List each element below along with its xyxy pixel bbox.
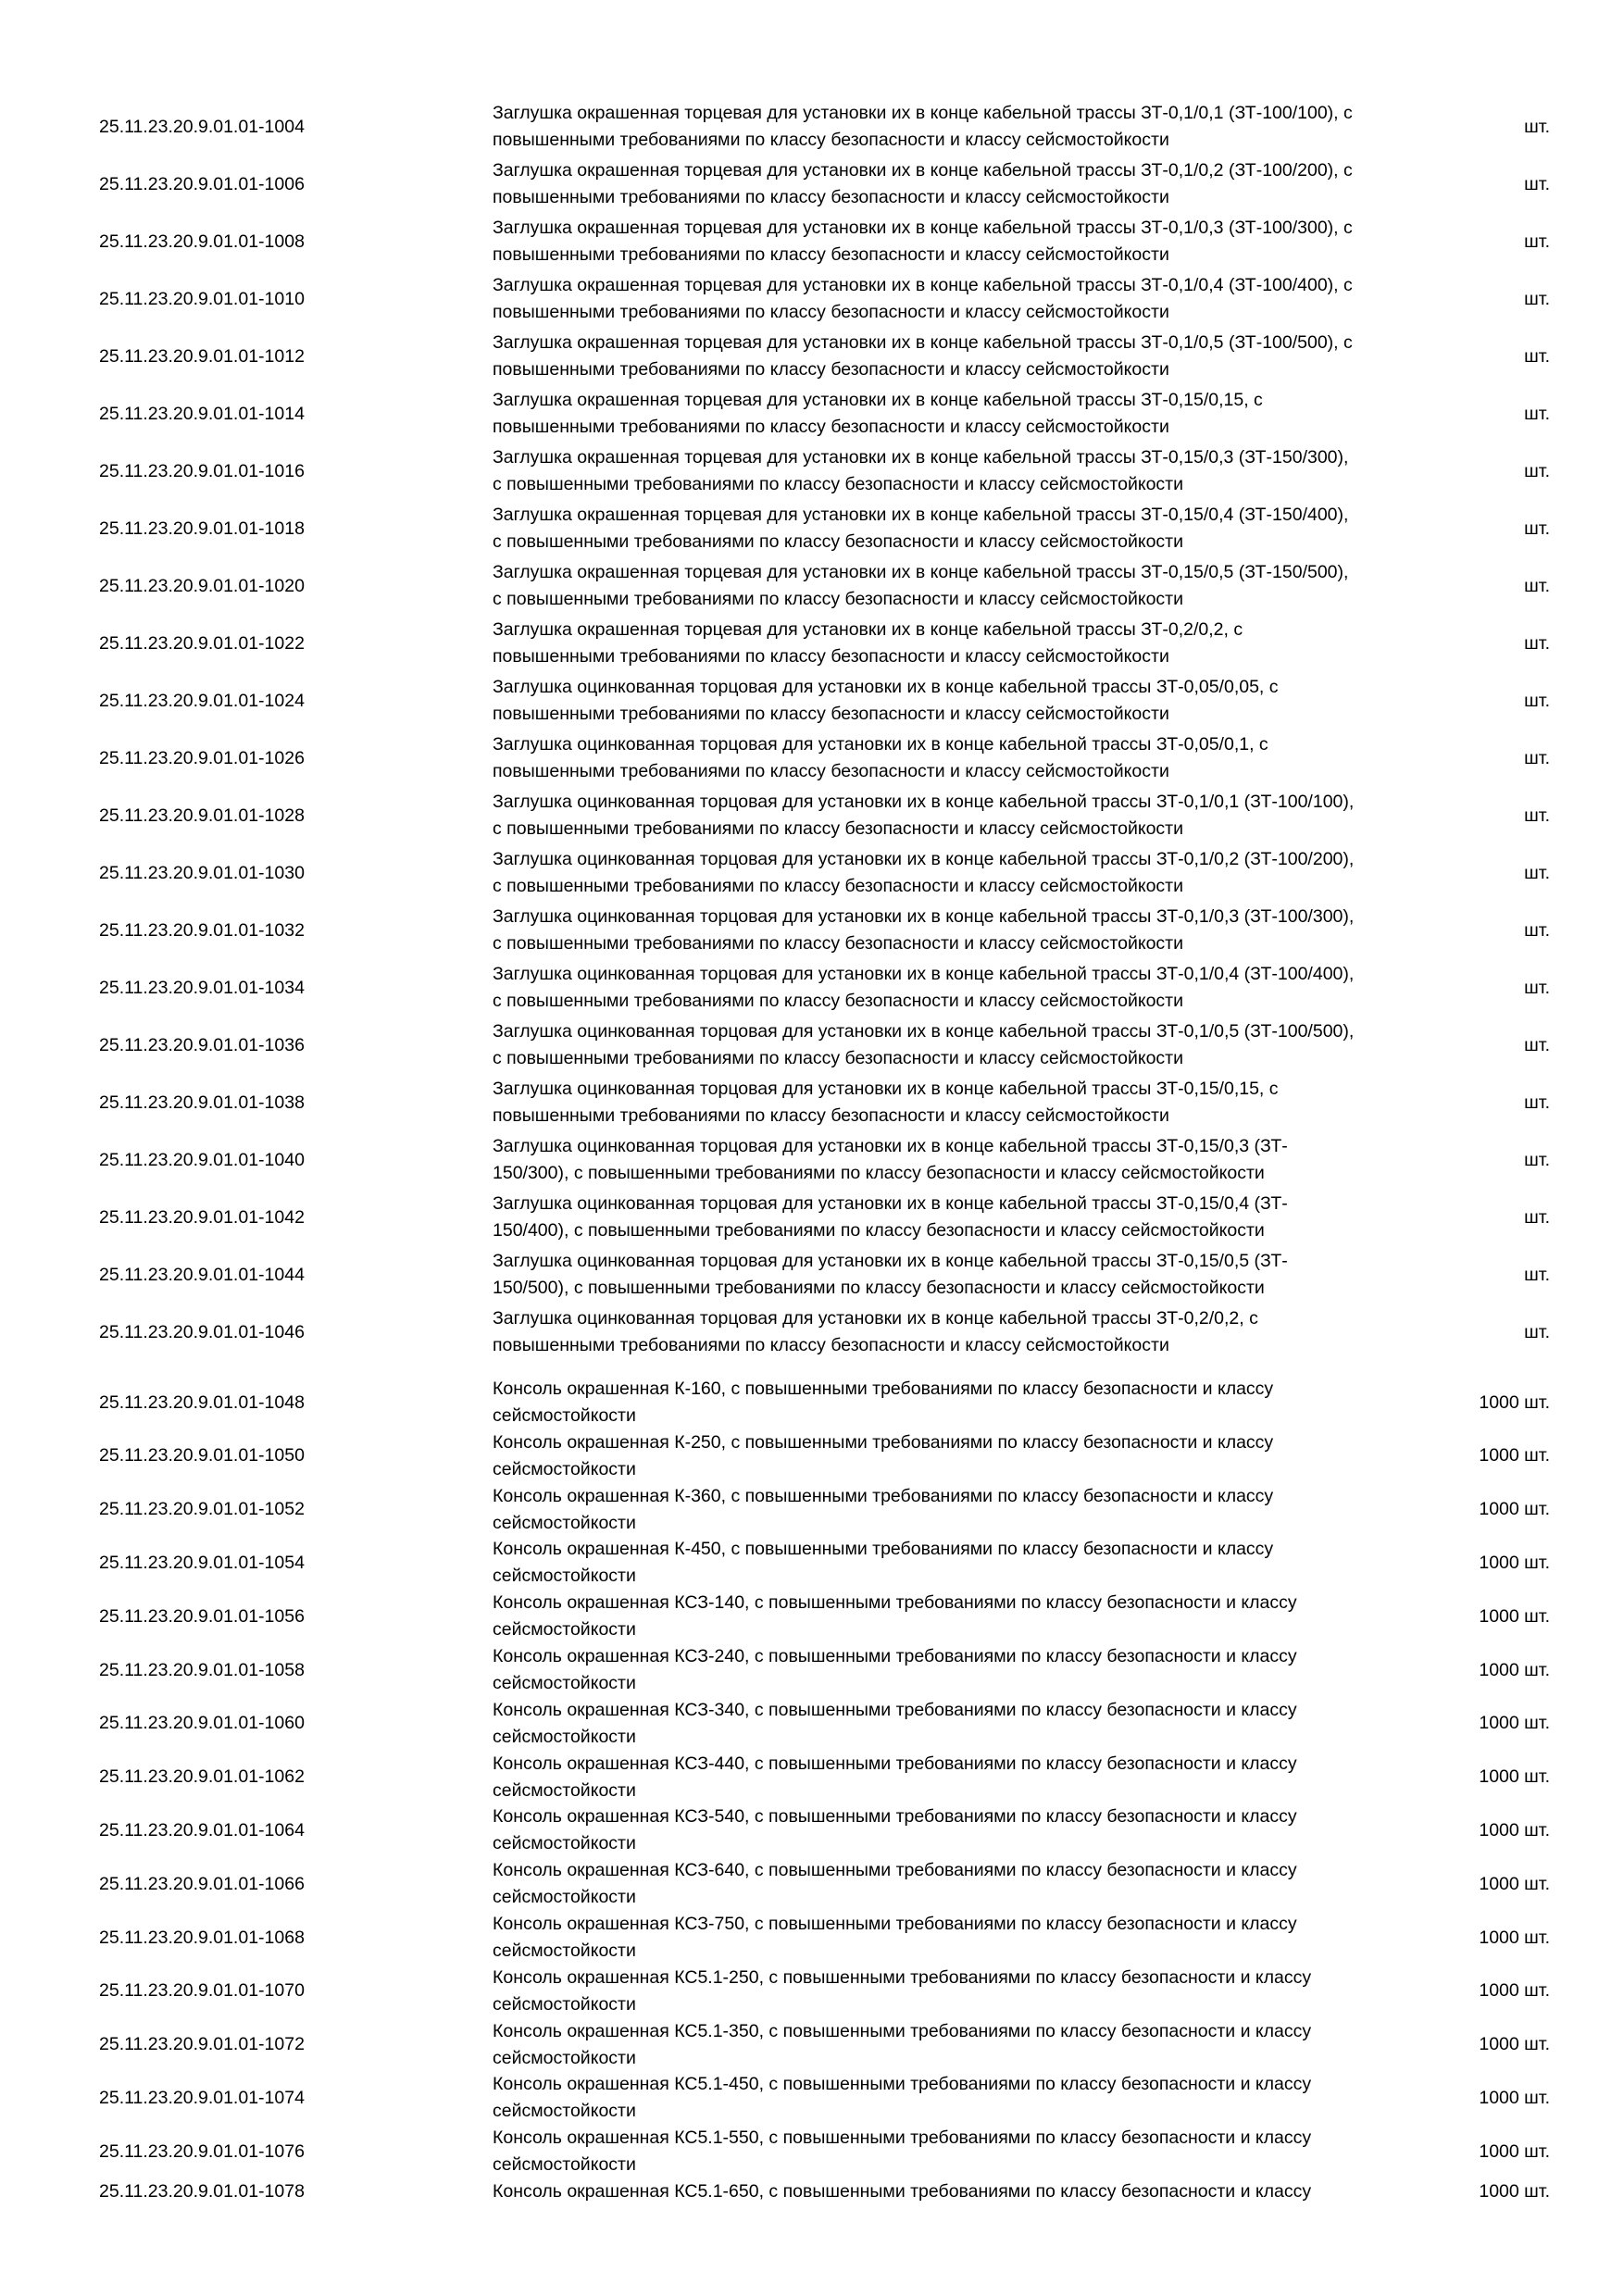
item-description-line: Консоль окрашенная К-250, с повышенными требованиями по классу безопасности и классу (493, 1431, 1274, 1453)
item-unit: 1000 шт. (1479, 1819, 1550, 1841)
item-code: 25.11.23.20.9.01.01-1070 (99, 1980, 305, 2002)
item-code: 25.11.23.20.9.01.01-1054 (99, 1552, 305, 1573)
item-description-line: Заглушка окрашенная торцевая для установки их в конце кабельной трассы ЗТ-0,15/0,15, с (493, 390, 1263, 410)
item-description-line: Заглушка окрашенная торцевая для установки их в конце кабельной трассы ЗТ-0,1/0,5 (ЗТ-100/500), с (493, 332, 1353, 353)
item-unit: шт. (1524, 862, 1550, 883)
item-code: 25.11.23.20.9.01.01-1010 (99, 288, 305, 309)
item-description-line: повышенными требованиями по классу безопасности и классу сейсмостойкости (493, 187, 1169, 207)
item-unit: шт. (1524, 1264, 1550, 1285)
item-description-line: Консоль окрашенная КСЗ-640, с повышенными требованиями по классу безопасности и классу (493, 1860, 1297, 1881)
item-code: 25.11.23.20.9.01.01-1030 (99, 862, 305, 883)
item-unit: 1000 шт. (1479, 1391, 1550, 1413)
item-unit: 1000 шт. (1479, 2140, 1550, 2162)
item-description-line: 150/300), с повышенными требованиями по классу безопасности и классу сейсмостойкости (493, 1163, 1265, 1183)
item-description-line: Заглушка окрашенная торцевая для установки их в конце кабельной трассы ЗТ-0,1/0,3 (ЗТ-100/300), с (493, 218, 1353, 238)
item-unit: 1000 шт. (1479, 2034, 1550, 2055)
item-unit: шт. (1524, 460, 1550, 481)
item-description-line: сейсмостойкости (493, 1726, 636, 1747)
item-description-line: с повышенными требованиями по классу безопасности и классу сейсмостойкости (493, 1048, 1184, 1068)
item-unit: 1000 шт. (1479, 1980, 1550, 2002)
item-code: 25.11.23.20.9.01.01-1026 (99, 747, 305, 768)
item-description-line: сейсмостойкости (493, 1673, 636, 1693)
item-code: 25.11.23.20.9.01.01-1052 (99, 1499, 305, 1520)
item-description-line: Заглушка оцинкованная торцовая для установки их в конце кабельной трассы ЗТ-0,1/0,5 (ЗТ-100/500), (493, 1021, 1355, 1042)
item-description-line: повышенными требованиями по классу безопасности и классу сейсмостойкости (493, 704, 1169, 724)
item-description-line: Заглушка окрашенная торцевая для установки их в конце кабельной трассы ЗТ-0,15/0,3 (ЗТ-150/300), (493, 447, 1349, 468)
item-description-line: с повышенными требованиями по классу безопасности и классу сейсмостойкости (493, 818, 1184, 839)
item-description-line: повышенными требованиями по классу безопасности и классу сейсмостойкости (493, 1105, 1169, 1126)
item-description-line: сейсмостойкости (493, 2047, 636, 2068)
item-code: 25.11.23.20.9.01.01-1036 (99, 1034, 305, 1055)
item-unit: шт. (1524, 173, 1550, 194)
item-unit: 1000 шт. (1479, 1659, 1550, 1680)
item-unit: 1000 шт. (1479, 1713, 1550, 1734)
item-code: 25.11.23.20.9.01.01-1018 (99, 518, 305, 539)
item-description-line: сейсмостойкости (493, 1887, 636, 1908)
item-unit: шт. (1524, 345, 1550, 367)
item-code: 25.11.23.20.9.01.01-1038 (99, 1092, 305, 1113)
item-unit: 1000 шт. (1479, 1499, 1550, 1520)
item-description-line: Заглушка оцинкованная торцовая для установки их в конце кабельной трассы ЗТ-0,15/0,4 (ЗТ- (493, 1193, 1288, 1214)
item-unit: шт. (1524, 1034, 1550, 1055)
item-description-line: Консоль окрашенная КСЗ-140, с повышенными требованиями по классу безопасности и классу (493, 1592, 1297, 1614)
item-description-line: сейсмостойкости (493, 1405, 636, 1426)
item-description-line: 150/400), с повышенными требованиями по классу безопасности и классу сейсмостойкости (493, 1220, 1265, 1241)
item-description-line: Консоль окрашенная КС5.1-450, с повышенными требованиями по классу безопасности и классу (493, 2074, 1312, 2095)
item-description-line: Заглушка оцинкованная торцовая для установки их в конце кабельной трассы ЗТ-0,1/0,3 (ЗТ-100/300), (493, 906, 1355, 927)
item-description-line: Заглушка оцинкованная торцовая для установки их в конце кабельной трассы ЗТ-0,15/0,5 (ЗТ- (493, 1251, 1288, 1271)
item-description-line: сейсмостойкости (493, 1566, 636, 1587)
item-unit: 1000 шт. (1479, 1552, 1550, 1573)
item-unit: 1000 шт. (1479, 2181, 1550, 2202)
item-code: 25.11.23.20.9.01.01-1068 (99, 1927, 305, 1948)
item-description-line: Заглушка окрашенная торцевая для установки их в конце кабельной трассы ЗТ-0,1/0,1 (ЗТ-100/100), с (493, 103, 1353, 123)
item-description-line: повышенными требованиями по классу безопасности и классу сейсмостойкости (493, 244, 1169, 265)
item-code: 25.11.23.20.9.01.01-1040 (99, 1149, 305, 1170)
item-description-line: сейсмостойкости (493, 1458, 636, 1479)
item-description-line: Консоль окрашенная КСЗ-440, с повышенными требованиями по классу безопасности и классу (493, 1753, 1297, 1774)
item-unit: шт. (1524, 288, 1550, 309)
item-description-line: повышенными требованиями по классу безопасности и классу сейсмостойкости (493, 1335, 1169, 1355)
item-code: 25.11.23.20.9.01.01-1062 (99, 1766, 305, 1788)
item-description-line: Консоль окрашенная КС5.1-250, с повышенными требованиями по классу безопасности и классу (493, 1966, 1312, 1988)
item-description-line: сейсмостойкости (493, 2101, 636, 2122)
item-description-line: с повышенными требованиями по классу безопасности и классу сейсмостойкости (493, 589, 1184, 609)
item-code: 25.11.23.20.9.01.01-1028 (99, 805, 305, 826)
item-code: 25.11.23.20.9.01.01-1050 (99, 1445, 305, 1466)
item-description-line: Консоль окрашенная КС5.1-550, с повышенными требованиями по классу безопасности и классу (493, 2128, 1312, 2149)
item-description-line: Консоль окрашенная КСЗ-240, с повышенными требованиями по классу безопасности и классу (493, 1646, 1297, 1666)
item-unit: шт. (1524, 116, 1550, 137)
item-unit: 1000 шт. (1479, 2087, 1550, 2108)
item-code: 25.11.23.20.9.01.01-1016 (99, 460, 305, 481)
item-code: 25.11.23.20.9.01.01-1066 (99, 1873, 305, 1894)
item-description-line: Консоль окрашенная КС5.1-350, с повышенными требованиями по классу безопасности и классу (493, 2020, 1312, 2041)
item-description-line: Консоль окрашенная КСЗ-340, с повышенными требованиями по классу безопасности и классу (493, 1699, 1297, 1720)
item-description-line: Консоль окрашенная КСЗ-750, с повышенными требованиями по классу безопасности и классу (493, 1914, 1297, 1934)
item-description-line: повышенными требованиями по классу безопасности и классу сейсмостойкости (493, 130, 1169, 150)
item-description-line: с повышенными требованиями по классу безопасности и классу сейсмостойкости (493, 474, 1184, 494)
item-unit: 1000 шт. (1479, 1873, 1550, 1894)
item-description-line: с повышенными требованиями по классу безопасности и классу сейсмостойкости (493, 991, 1184, 1011)
item-description-line: Заглушка оцинкованная торцовая для установки их в конце кабельной трассы ЗТ-0,15/0,15, с (493, 1079, 1279, 1099)
item-code: 25.11.23.20.9.01.01-1032 (99, 919, 305, 941)
item-description-line: Заглушка оцинкованная торцовая для установки их в конце кабельной трассы ЗТ-0,1/0,1 (ЗТ-100/100), (493, 792, 1355, 812)
item-description-line: Заглушка оцинкованная торцовая для установки их в конце кабельной трассы ЗТ-0,15/0,3 (ЗТ- (493, 1136, 1288, 1156)
item-code: 25.11.23.20.9.01.01-1048 (99, 1391, 305, 1413)
item-code: 25.11.23.20.9.01.01-1034 (99, 977, 305, 998)
item-description-line: Заглушка окрашенная торцевая для установки их в конце кабельной трассы ЗТ-0,1/0,4 (ЗТ-100/400), с (493, 275, 1353, 295)
item-unit: 1000 шт. (1479, 1445, 1550, 1466)
item-code: 25.11.23.20.9.01.01-1046 (99, 1321, 305, 1342)
item-description-line: повышенными требованиями по классу безопасности и классу сейсмостойкости (493, 761, 1169, 781)
item-description-line: с повышенными требованиями по классу безопасности и классу сейсмостойкости (493, 531, 1184, 552)
item-unit: шт. (1524, 805, 1550, 826)
item-description-line: с повышенными требованиями по классу безопасности и классу сейсмостойкости (493, 933, 1184, 954)
item-description-line: Заглушка окрашенная торцевая для установки их в конце кабельной трассы ЗТ-0,15/0,5 (ЗТ-150/500), (493, 562, 1349, 582)
item-unit: шт. (1524, 919, 1550, 941)
item-description-line: повышенными требованиями по классу безопасности и классу сейсмостойкости (493, 646, 1169, 667)
item-description-line: Заглушка оцинкованная торцовая для установки их в конце кабельной трассы ЗТ-0,2/0,2, с (493, 1308, 1258, 1329)
item-code: 25.11.23.20.9.01.01-1024 (99, 690, 305, 711)
item-unit: шт. (1524, 632, 1550, 654)
item-description-line: Консоль окрашенная К-160, с повышенными требованиями по классу безопасности и классу (493, 1379, 1274, 1399)
item-description-line: сейсмостойкости (493, 1833, 636, 1854)
item-description-line: сейсмостойкости (493, 1993, 636, 2015)
item-description-line: Заглушка оцинкованная торцовая для установки их в конце кабельной трассы ЗТ-0,1/0,2 (ЗТ-100/200), (493, 849, 1355, 869)
item-description-line: 150/500), с повышенными требованиями по классу безопасности и классу сейсмостойкости (493, 1278, 1265, 1298)
item-code: 25.11.23.20.9.01.01-1008 (99, 231, 305, 252)
item-description-line: сейсмостойкости (493, 2154, 636, 2176)
item-code: 25.11.23.20.9.01.01-1078 (99, 2181, 305, 2202)
item-description-line: Консоль окрашенная КС5.1-650, с повышенными требованиями по классу безопасности и классу (493, 2181, 1312, 2202)
item-unit: 1000 шт. (1479, 1605, 1550, 1627)
item-code: 25.11.23.20.9.01.01-1020 (99, 575, 305, 596)
item-description-line: повышенными требованиями по классу безопасности и классу сейсмостойкости (493, 359, 1169, 380)
item-description-line: повышенными требованиями по классу безопасности и классу сейсмостойкости (493, 417, 1169, 437)
item-unit: шт. (1524, 1092, 1550, 1113)
item-description-line: сейсмостойкости (493, 1779, 636, 1801)
item-code: 25.11.23.20.9.01.01-1042 (99, 1206, 305, 1228)
item-unit: шт. (1524, 690, 1550, 711)
item-unit: 1000 шт. (1479, 1766, 1550, 1788)
item-description-line: Заглушка окрашенная торцевая для установки их в конце кабельной трассы ЗТ-0,1/0,2 (ЗТ-100/200), с (493, 160, 1353, 181)
item-code: 25.11.23.20.9.01.01-1074 (99, 2087, 305, 2108)
item-code: 25.11.23.20.9.01.01-1022 (99, 632, 305, 654)
item-code: 25.11.23.20.9.01.01-1058 (99, 1659, 305, 1680)
item-unit: шт. (1524, 1206, 1550, 1228)
item-code: 25.11.23.20.9.01.01-1060 (99, 1713, 305, 1734)
item-description-line: Консоль окрашенная КСЗ-540, с повышенными требованиями по классу безопасности и классу (493, 1806, 1297, 1828)
item-description-line: сейсмостойкости (493, 1619, 636, 1641)
item-code: 25.11.23.20.9.01.01-1076 (99, 2140, 305, 2162)
item-code: 25.11.23.20.9.01.01-1044 (99, 1264, 305, 1285)
item-unit: шт. (1524, 977, 1550, 998)
item-code: 25.11.23.20.9.01.01-1012 (99, 345, 305, 367)
item-unit: шт. (1524, 518, 1550, 539)
item-description-line: Заглушка окрашенная торцевая для установки их в конце кабельной трассы ЗТ-0,15/0,4 (ЗТ-150/400), (493, 505, 1349, 525)
item-description-line: с повышенными требованиями по классу безопасности и классу сейсмостойкости (493, 876, 1184, 896)
item-unit: шт. (1524, 1321, 1550, 1342)
item-code: 25.11.23.20.9.01.01-1004 (99, 116, 305, 137)
item-description-line: Заглушка оцинкованная торцовая для установки их в конце кабельной трассы ЗТ-0,1/0,4 (ЗТ-100/400), (493, 964, 1355, 984)
item-unit: шт. (1524, 575, 1550, 596)
item-description-line: Заглушка окрашенная торцевая для установки их в конце кабельной трассы ЗТ-0,2/0,2, с (493, 619, 1243, 640)
item-description-line: повышенными требованиями по классу безопасности и классу сейсмостойкости (493, 302, 1169, 322)
item-description-line: Заглушка оцинкованная торцовая для установки их в конце кабельной трассы ЗТ-0,05/0,1, с (493, 734, 1268, 755)
item-code: 25.11.23.20.9.01.01-1014 (99, 403, 305, 424)
item-description-line: сейсмостойкости (493, 1512, 636, 1533)
item-unit: шт. (1524, 1149, 1550, 1170)
item-code: 25.11.23.20.9.01.01-1056 (99, 1605, 305, 1627)
item-unit: 1000 шт. (1479, 1927, 1550, 1948)
item-description-line: Консоль окрашенная К-450, с повышенными требованиями по классу безопасности и классу (493, 1539, 1274, 1560)
item-code: 25.11.23.20.9.01.01-1072 (99, 2034, 305, 2055)
item-unit: шт. (1524, 231, 1550, 252)
item-description-line: Консоль окрашенная К-360, с повышенными требованиями по классу безопасности и классу (493, 1485, 1274, 1506)
item-unit: шт. (1524, 747, 1550, 768)
item-unit: шт. (1524, 403, 1550, 424)
item-code: 25.11.23.20.9.01.01-1064 (99, 1819, 305, 1841)
item-code: 25.11.23.20.9.01.01-1006 (99, 173, 305, 194)
item-description-line: Заглушка оцинкованная торцовая для установки их в конце кабельной трассы ЗТ-0,05/0,05, с (493, 677, 1279, 697)
item-description-line: сейсмостойкости (493, 1940, 636, 1961)
